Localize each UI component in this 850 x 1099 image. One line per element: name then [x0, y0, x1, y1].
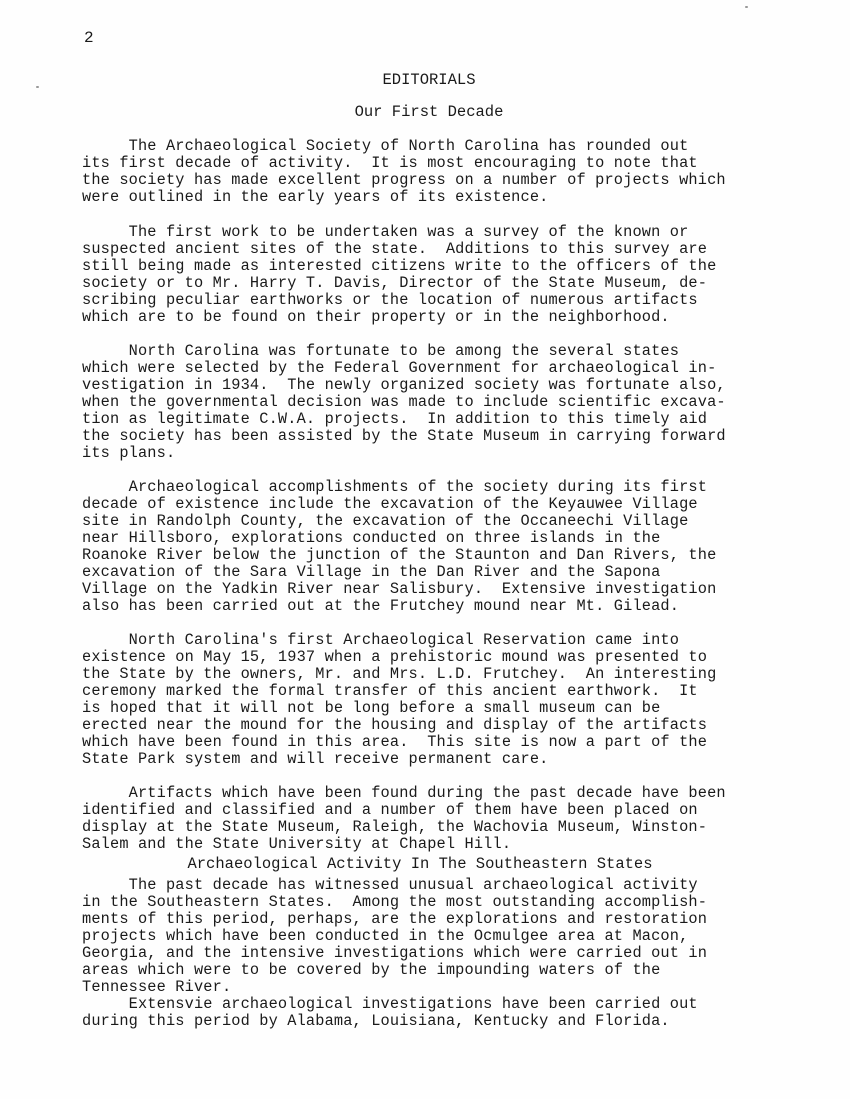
text-line: projects which have been conducted in the Ocmulgee area at Macon,: [82, 927, 689, 945]
text-line: suspected ancient sites of the state. Additions to this survey are: [82, 240, 708, 258]
text-line: Tennessee River.: [82, 978, 232, 996]
text-line: Georgia, and the intensive investigations which were carried out in: [82, 944, 708, 962]
text-line: Salem and the State University at Chapel Hill.: [82, 835, 512, 853]
text-line: Archaeological accomplishments of the society during its first: [82, 478, 708, 496]
text-line: areas which were to be covered by the impounding waters of the: [82, 961, 661, 979]
text-line: display at the State Museum, Raleigh, the Wachovia Museum, Winston-: [82, 818, 708, 836]
text-line: The Archaeological Society of North Carolina has rounded out: [82, 137, 689, 155]
text-line: the society has been assisted by the State Museum in carrying forward: [82, 427, 726, 445]
text-line: Extensvie archaeological investigations have been carried out: [82, 995, 698, 1013]
text-line: ceremony marked the formal transfer of this ancient earthwork. It: [82, 682, 698, 700]
text-line: during this period by Alabama, Louisiana, Kentucky and Florida.: [82, 1012, 670, 1030]
text-line: were outlined in the early years of its existence.: [82, 188, 549, 206]
text-line: also has been carried out at the Frutchey mound near Mt. Gilead.: [82, 597, 680, 615]
text-line: North Carolina's first Archaeological Reservation came into: [82, 631, 680, 649]
text-line: is hoped that it will not be long before a small museum can be: [82, 699, 661, 717]
text-line: ments of this period, perhaps, are the explorations and restoration: [82, 910, 708, 928]
text-line: the society has made excellent progress on a number of projects which: [82, 171, 726, 189]
text-line: The first work to be undertaken was a survey of the known or: [82, 223, 689, 241]
text-line: Artifacts which have been found during the past decade have been: [82, 784, 726, 802]
text-line: scribing peculiar earthworks or the location of numerous artifacts: [82, 291, 698, 309]
text-line: which have been found in this area. This site is now a part of the: [82, 733, 708, 751]
text-line: still being made as interested citizens write to the officers of the: [82, 257, 717, 275]
text-line: vestigation in 1934. The newly organized society was fortunate also,: [82, 376, 726, 394]
text-line: near Hillsboro, explorations conducted on three islands in the: [82, 529, 661, 547]
text-line: site in Randolph County, the excavation of the Occaneechi Village: [82, 512, 689, 530]
text-line: which were selected by the Federal Government for archaeological in-: [82, 359, 717, 377]
text-line: State Park system and will receive permanent care.: [82, 750, 549, 768]
text-line: Roanoke River below the junction of the Staunton and Dan Rivers, the: [82, 546, 717, 564]
paper-speck: [745, 6, 748, 8]
text-line: erected near the mound for the housing and display of the artifacts: [82, 716, 708, 734]
page-number: 2: [84, 29, 94, 47]
text-line: decade of existence include the excavation of the Keyauwee Village: [82, 495, 698, 513]
article-title-first-decade: Our First Decade: [354, 103, 504, 121]
text-line: existence on May 15, 1937 when a prehistoric mound was presented to: [82, 648, 708, 666]
text-line: excavation of the Sara Village in the Dan River and the Sapona: [82, 563, 661, 581]
paper-speck: [36, 86, 39, 88]
text-line: identified and classified and a number of them have been placed on: [82, 801, 698, 819]
text-line: its first decade of activity. It is most encouraging to note that: [82, 154, 698, 172]
text-line: when the governmental decision was made to include scientific excava-: [82, 393, 726, 411]
text-line: The past decade has witnessed unusual archaeological activity: [82, 876, 698, 894]
text-line: society or to Mr. Harry T. Davis, Director of the State Museum, de-: [82, 274, 708, 292]
section-heading-southeastern-activity: Archaeological Activity In The Southeastern States: [187, 855, 653, 873]
text-line: tion as legitimate C.W.A. projects. In addition to this timely aid: [82, 410, 708, 428]
text-line: the State by the owners, Mr. and Mrs. L.D. Frutchey. An interesting: [82, 665, 717, 683]
section-heading-editorials: EDITORIALS: [382, 71, 476, 89]
text-line: its plans.: [82, 444, 176, 462]
text-line: Village on the Yadkin River near Salisbury. Extensive investigation: [82, 580, 717, 598]
text-line: which are to be found on their property or in the neighborhood.: [82, 308, 670, 326]
text-line: in the Southeastern States. Among the most outstanding accomplish-: [82, 893, 708, 911]
text-line: North Carolina was fortunate to be among the several states: [82, 342, 680, 360]
